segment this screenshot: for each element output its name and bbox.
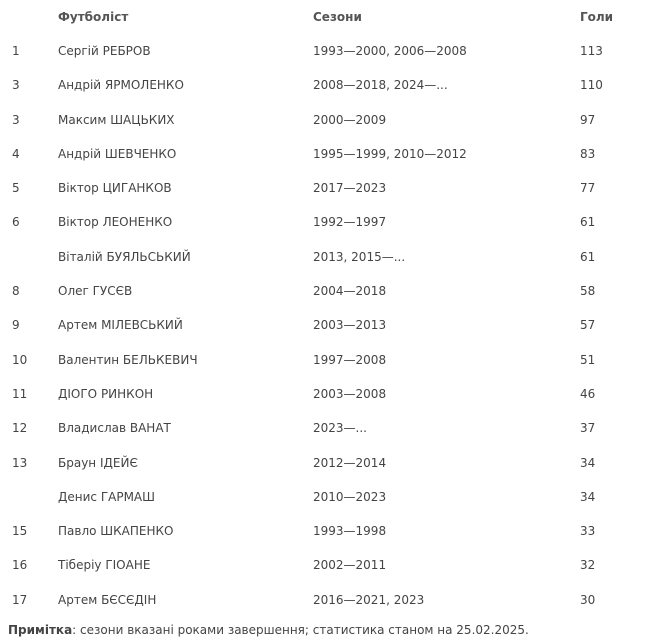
row-rank: 1 xyxy=(12,44,20,58)
row-player: Максим ШАЦЬКИХ xyxy=(58,112,175,127)
footnote-label: Примітка xyxy=(8,623,73,637)
row-goals: 30 xyxy=(580,592,596,607)
row-rank: 3 xyxy=(12,112,20,127)
row-seasons: 1993—2000, 2006—2008 xyxy=(313,44,467,58)
table-row xyxy=(0,480,647,514)
row-player: Андрій ЯРМОЛЕНКО xyxy=(58,78,184,93)
row-goals: 46 xyxy=(580,386,596,401)
row-player: Валентин БЕЛЬКЕВИЧ xyxy=(58,352,198,367)
row-seasons: 2000—2009 xyxy=(313,112,387,127)
row-player: Тіберіу ГІОАНЕ xyxy=(58,558,151,573)
row-goals: 110 xyxy=(580,78,603,93)
table-row xyxy=(0,205,647,239)
table-body xyxy=(0,34,647,617)
row-rank: 15 xyxy=(12,524,28,539)
row-player: Павло ШКАПЕНКО xyxy=(58,524,174,539)
table-row xyxy=(0,308,647,342)
row-goals: 61 xyxy=(580,249,596,264)
row-player: Сергій РЕБРОВ xyxy=(58,44,151,58)
table-row xyxy=(0,377,647,411)
row-rank: 4 xyxy=(12,146,20,161)
row-rank: 11 xyxy=(12,386,28,401)
row-goals: 77 xyxy=(580,181,596,196)
row-seasons: 2012—2014 xyxy=(313,455,387,470)
table-row xyxy=(0,68,647,102)
row-goals: 57 xyxy=(580,318,596,333)
row-player: ДІОГО РИНКОН xyxy=(58,386,154,401)
row-goals: 83 xyxy=(580,146,596,161)
row-seasons: 1997—2008 xyxy=(313,352,387,367)
footnote-text: : сезони вказані роками завершення; статистика станом на 25.02.2025. xyxy=(72,623,529,637)
table-row xyxy=(0,171,647,205)
row-rank: 9 xyxy=(12,318,20,333)
table-row xyxy=(0,583,647,617)
row-seasons: 2016—2021, 2023 xyxy=(313,592,425,607)
row-player: Артем МІЛЕВСЬКИЙ xyxy=(58,318,183,333)
row-seasons: 2010—2023 xyxy=(313,489,387,504)
row-goals: 97 xyxy=(580,112,596,127)
table-row xyxy=(0,240,647,274)
row-rank: 6 xyxy=(12,215,20,230)
row-seasons: 2002—2011 xyxy=(313,558,387,573)
row-player: Денис ГАРМАШ xyxy=(58,489,155,504)
row-seasons: 2004—2018 xyxy=(313,284,387,299)
row-goals: 33 xyxy=(580,524,596,539)
row-seasons: 1995—1999, 2010—2012 xyxy=(313,146,467,161)
row-player: Віктор ЦИГАНКОВ xyxy=(58,181,172,196)
row-seasons: 1993—1998 xyxy=(313,524,387,539)
row-rank: 16 xyxy=(12,558,28,573)
table-header xyxy=(0,0,647,34)
row-seasons: 2013, 2015—... xyxy=(313,249,406,264)
row-player: Віктор ЛЕОНЕНКО xyxy=(58,215,173,230)
row-rank: 17 xyxy=(12,592,28,607)
table-row xyxy=(0,274,647,308)
row-goals: 34 xyxy=(580,455,596,470)
table-row xyxy=(0,411,647,445)
row-player: Владислав ВАНАТ xyxy=(58,421,171,436)
row-player: Браун ІДЕЙЄ xyxy=(58,455,138,470)
table-row xyxy=(0,34,647,68)
table-row xyxy=(0,343,647,377)
row-goals: 37 xyxy=(580,421,596,436)
row-rank: 13 xyxy=(12,455,28,470)
row-player: Артем БЄСЄДІН xyxy=(58,592,157,607)
table-row xyxy=(0,514,647,548)
row-goals: 61 xyxy=(580,215,596,230)
row-rank: 8 xyxy=(12,284,20,299)
row-seasons: 2017—2023 xyxy=(313,181,387,196)
row-rank: 3 xyxy=(12,78,20,93)
row-seasons: 2023—... xyxy=(313,421,367,436)
table-row xyxy=(0,446,647,480)
header-player: Футболіст xyxy=(58,10,129,24)
row-goals: 34 xyxy=(580,489,596,504)
row-seasons: 2008—2018, 2024—... xyxy=(313,78,448,93)
row-rank: 5 xyxy=(12,181,20,196)
table-row xyxy=(0,548,647,582)
footnote xyxy=(8,623,529,637)
row-goals: 113 xyxy=(580,44,603,58)
row-player: Андрій ШЕВЧЕНКО xyxy=(58,146,177,161)
row-goals: 32 xyxy=(580,558,596,573)
row-rank: 10 xyxy=(12,352,28,367)
table-row xyxy=(0,137,647,171)
row-seasons: 2003—2008 xyxy=(313,386,387,401)
row-player: Олег ГУСЄВ xyxy=(58,284,133,299)
row-seasons: 2003—2013 xyxy=(313,318,387,333)
row-rank: 12 xyxy=(12,421,28,436)
header-seasons: Сезони xyxy=(313,10,362,24)
header-goals: Голи xyxy=(580,10,614,24)
row-seasons: 1992—1997 xyxy=(313,215,387,230)
row-goals: 51 xyxy=(580,352,596,367)
table-row xyxy=(0,103,647,137)
row-player: Віталій БУЯЛЬСЬКИЙ xyxy=(58,249,191,264)
row-goals: 58 xyxy=(580,284,596,299)
